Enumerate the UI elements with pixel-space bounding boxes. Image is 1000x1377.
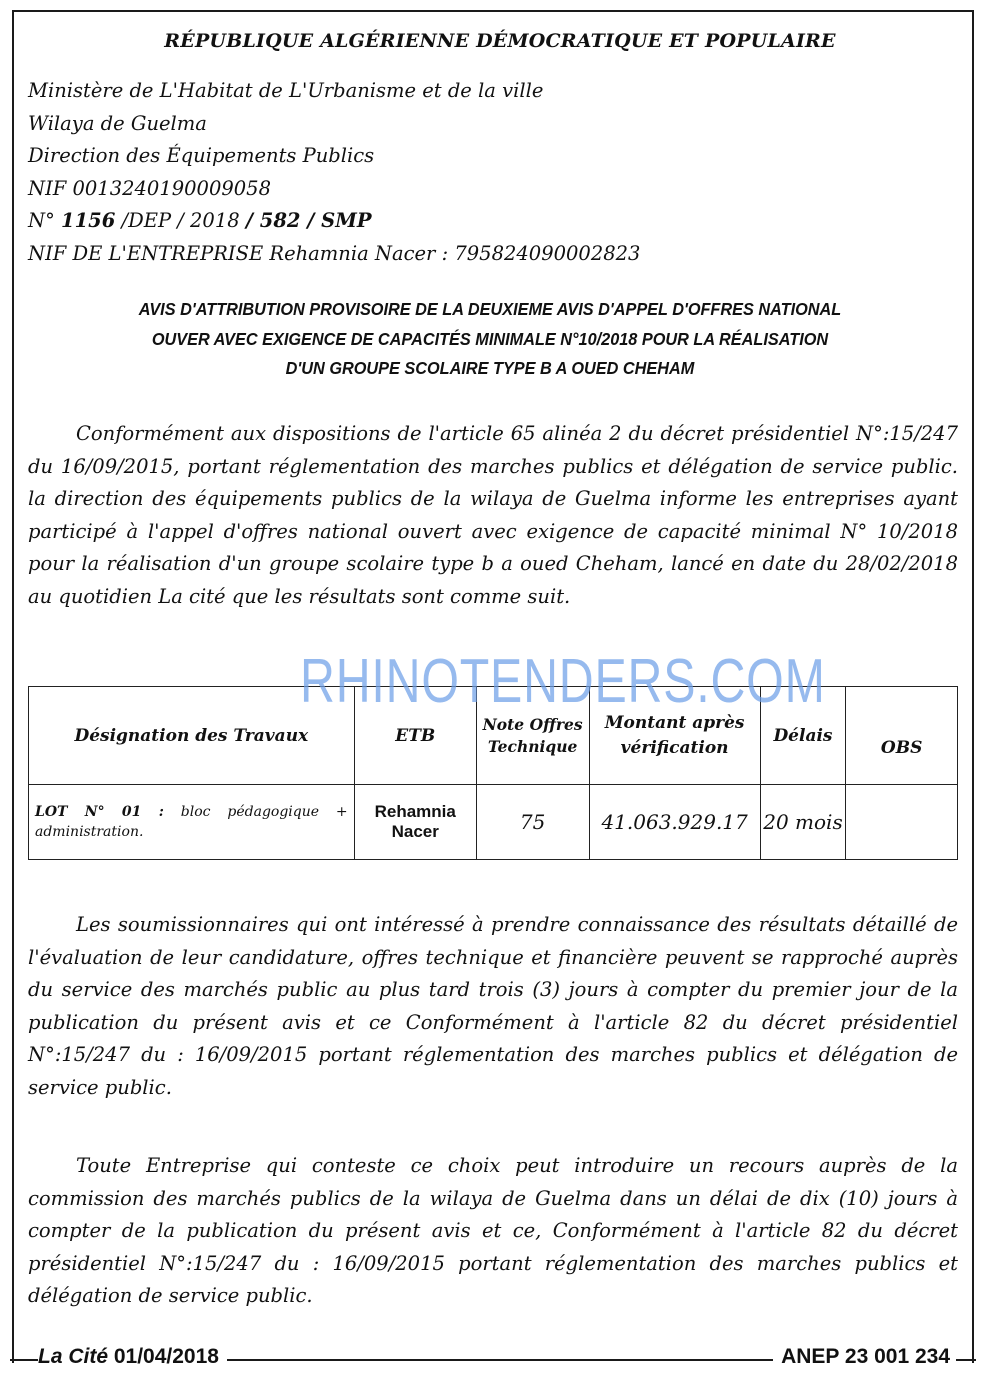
publication-info [38, 1345, 227, 1369]
header-obs: OBS [846, 687, 958, 785]
appeal-paragraph: Toute Entreprise qui conteste ce choix peut introduire un recours auprès de la commission des marchés publics de la wilaya de Guelma dans un délai de dix (10) jours à compter de la publication du présent avis et ce, Conformément à l'article 82 du décret présidentiel N°:15/247 du : 16/09/2015 portant réglementation des marches publics et délégation de service public. [28, 1154, 958, 1307]
watermark: RHINOTENDERS.COM [300, 647, 826, 716]
cell-designation [29, 785, 355, 860]
issuer-block [28, 75, 640, 270]
nif-line: NIF 0013240190009058 [28, 176, 271, 200]
wilaya-line: Wilaya de Guelma [28, 111, 207, 135]
cell-obs [846, 785, 958, 860]
ministry-line: Ministère de L'Habitat de L'Urbanisme et de la ville [28, 79, 544, 102]
lot-label: LOT N° 01 : [35, 804, 164, 820]
notice-title [72, 295, 909, 384]
cell-delais: 20 mois [760, 785, 846, 860]
table-row [29, 785, 958, 860]
intro-paragraph: Conformément aux dispositions de l'article 65 alinéa 2 du décret présidentiel N°:15/247 du 16/09/2015, portant réglementation des marches publics et délégation de service public. la direction des équipements publics de la wilaya de Guelma informe les entreprises ayant participé à l'appel d'offres national ouvert avec exigence de capacité minimal N° 10/2018 pour la réalisation d'un groupe scolaire type b a oued Cheham, lancé en date du 28/02/2018 au quotidien La cité que les résultats sont comme suit. [28, 422, 958, 608]
consultation-paragraph: Les soumissionnaires qui ont intéressé à prendre connaissance des résultats détaillé de l'évaluation de leur candidature, offres technique et financière peuvent se rapproché auprès du service des marchés public au plus tard trois (3) jours à compter du premier jour de la publication du présent avis et ce Conformément à l'article 82 du décret présidentiel N°:15/247 du : 16/09/2015 portant réglementation des marches publics et délégation de service public. [28, 913, 958, 1099]
reference-smp: / 582 / SMP [245, 209, 372, 232]
header-etb: ETB [354, 687, 476, 785]
nif-entreprise-line: NIF DE L'ENTREPRISE Rehamnia Nacer : 795824090002823 [28, 241, 641, 265]
header-delais: Délais [760, 687, 846, 785]
direction-line: Direction des Équipements Publics [28, 144, 375, 167]
republic-heading: RÉPUBLIQUE ALGÉRIENNE DÉMOCRATIQUE ET POPULAIRE [164, 30, 836, 52]
anep-reference: ANEP 23 001 234 [773, 1345, 956, 1369]
title-line-2: OUVER AVEC EXIGENCE DE CAPACITÉS MINIMALE N°10/2018 POUR LA RÉALISATION [151, 328, 829, 349]
reference-number: 1156 [61, 209, 116, 232]
reference-prefix: N° [28, 209, 55, 232]
header-montant: Montant après vérification [589, 687, 760, 785]
cell-etb: Rehamnia Nacer [354, 785, 476, 860]
title-line-1: AVIS D'ATTRIBUTION PROVISOIRE DE LA DEUXIEME AVIS D'APPEL D'OFFRES NATIONAL [138, 299, 842, 319]
header-designation: Désignation des Travaux [29, 687, 355, 785]
lot-description: bloc pédagogique + administration. [35, 804, 348, 840]
title-line-3: D'UN GROUPE SCOLAIRE TYPE B A OUED CHEHAM [285, 358, 695, 378]
reference-dep: /DEP / 2018 [121, 209, 240, 232]
reference-line [28, 205, 640, 238]
header-note: Note Offres Technique [476, 687, 589, 785]
footer [10, 1344, 976, 1374]
cell-montant: 41.063.929.17 [589, 785, 760, 860]
publication-date: 01/04/2018 [113, 1345, 219, 1368]
newspaper-name: La Cité [38, 1345, 109, 1368]
cell-note: 75 [476, 785, 589, 860]
